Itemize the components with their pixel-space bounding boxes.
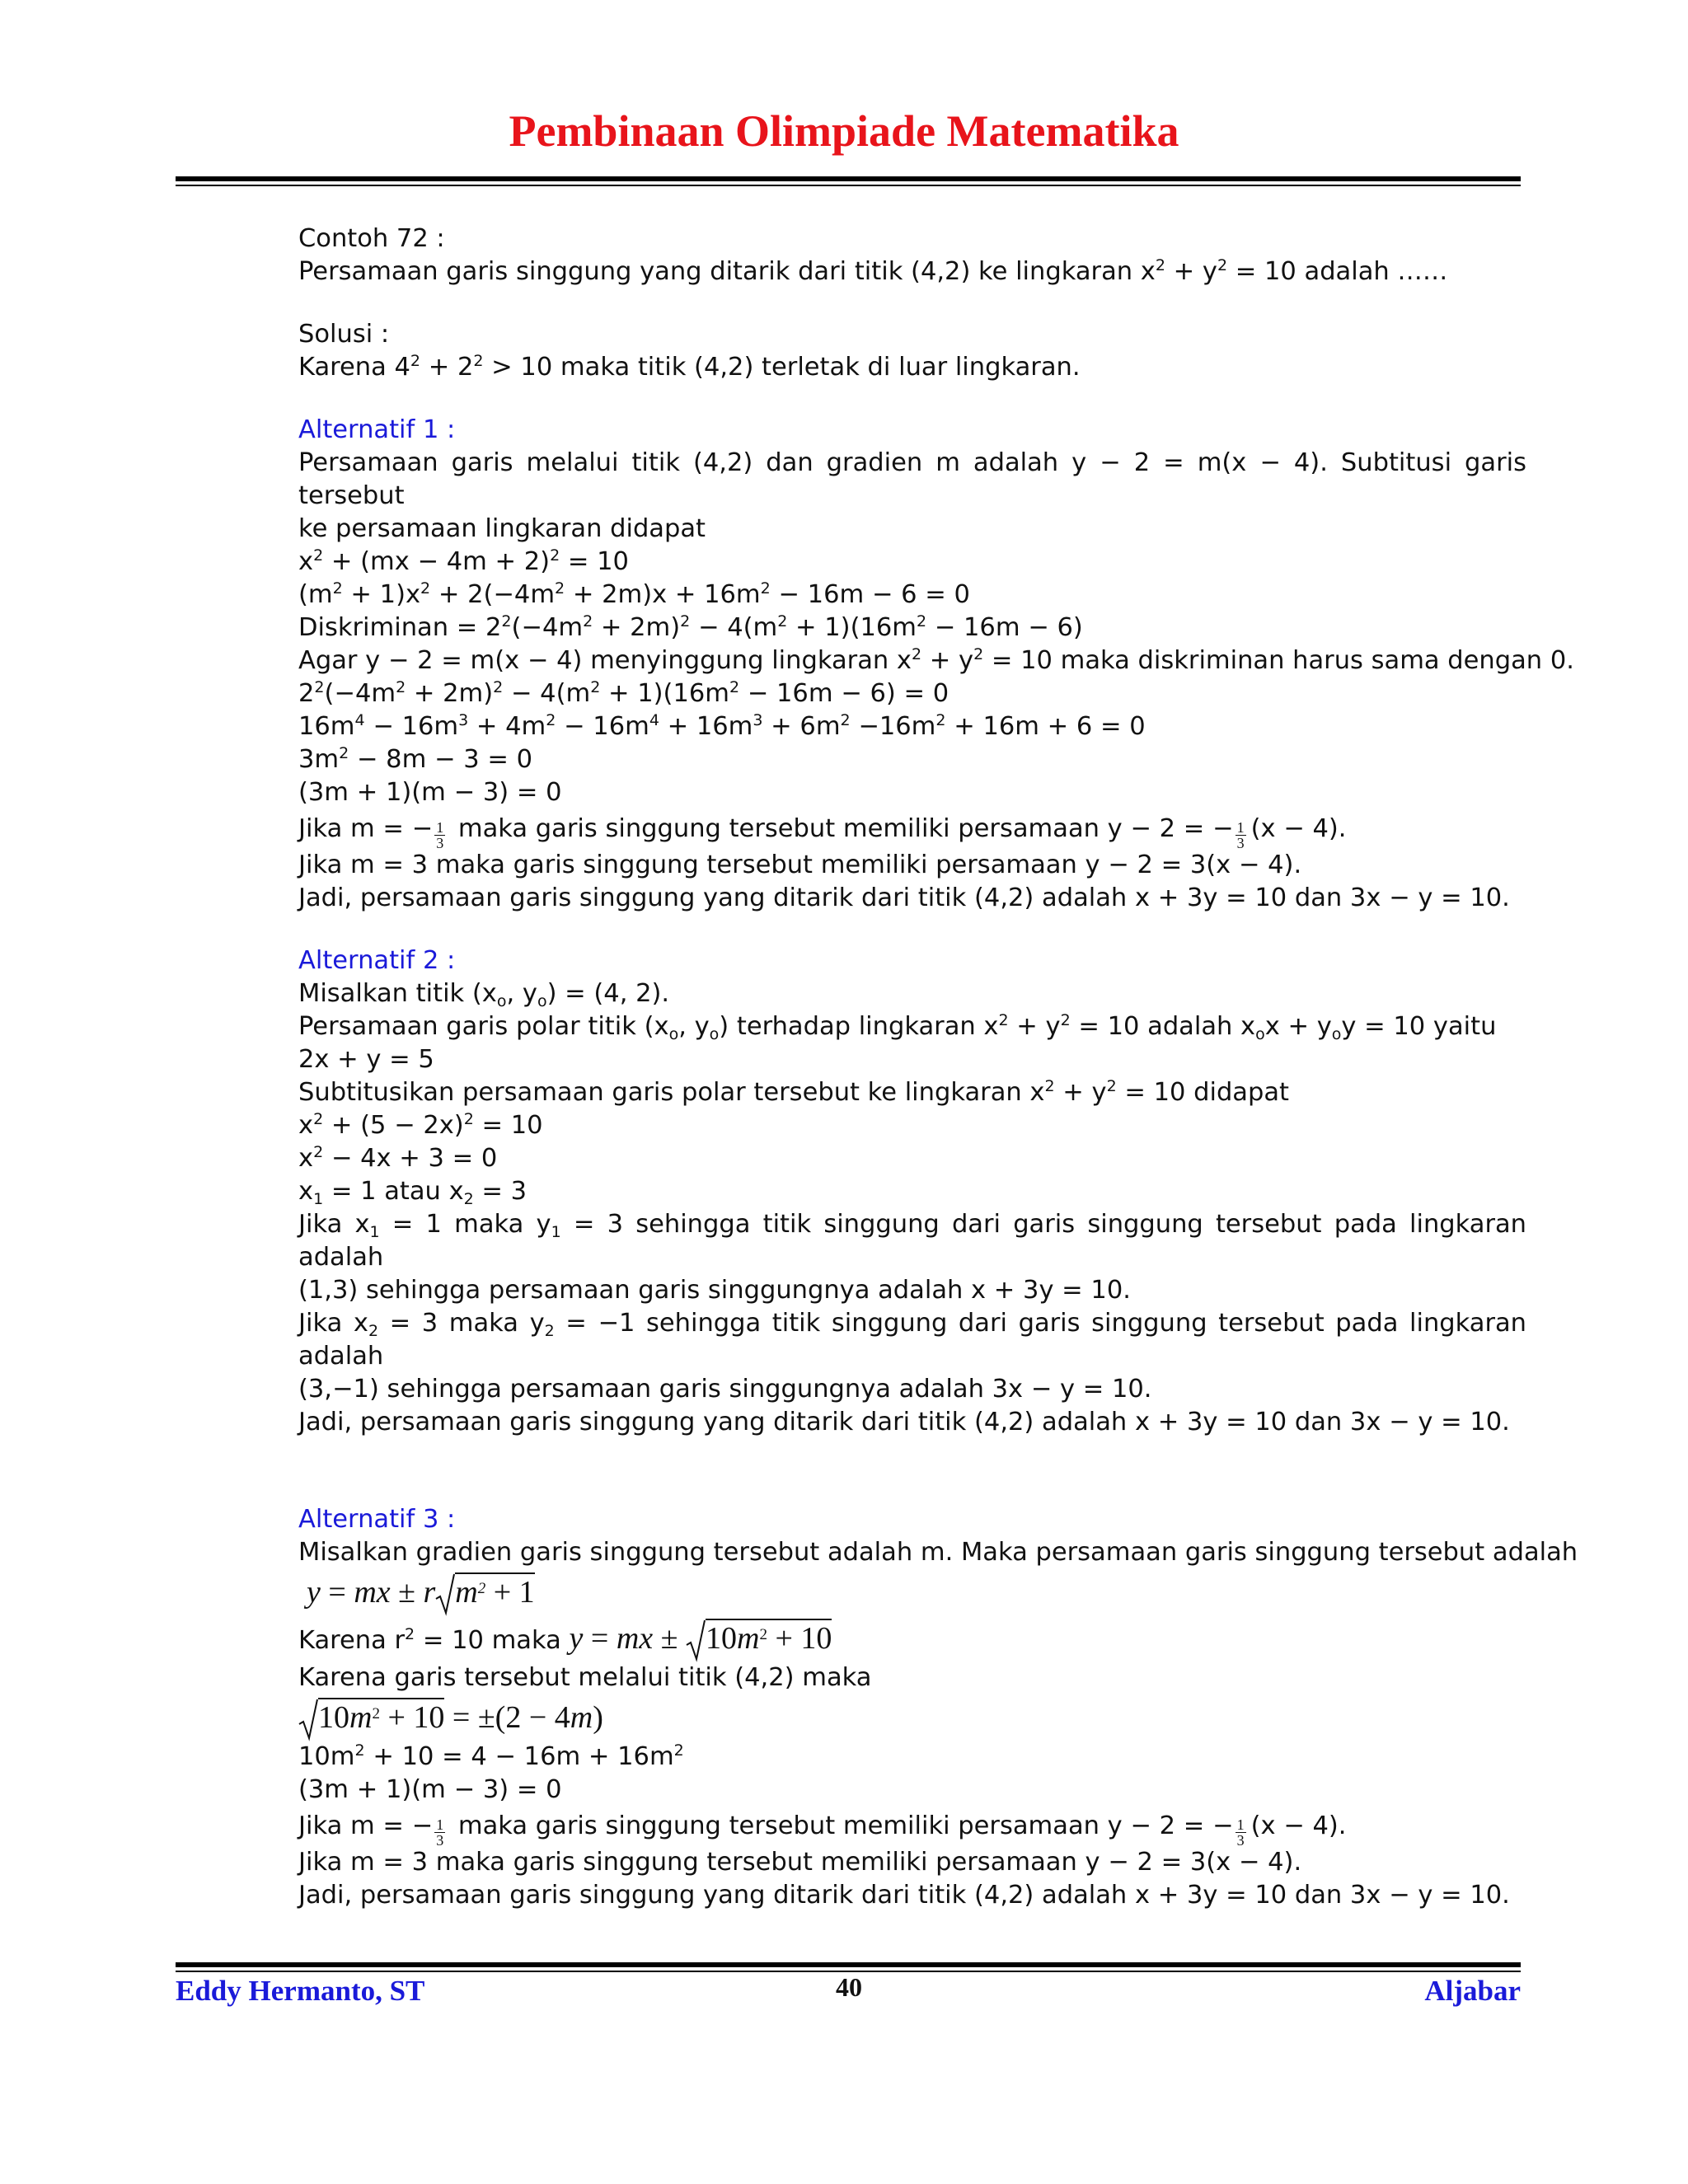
alt1-conclusion: Jadi, persamaan garis singgung yang ditarik dari titik (4,2) adalah x + 3y = 10 dan 3x − y = 10. (298, 883, 1510, 912)
footer-page-number: 40 (836, 1972, 862, 2002)
alt3-line-5: (3m + 1)(m − 3) = 0 (298, 1775, 562, 1804)
alt2-line-11: (3,−1) sehingga persamaan garis singgungnya adalah 3x − y = 10. (298, 1375, 1152, 1404)
alt2-heading: Alternatif 2 : (298, 946, 456, 975)
footer-author: Eddy Hermanto, ST (176, 1975, 425, 2007)
alt3-case-2: Jika m = 3 maka garis singgung tersebut memiliki persamaan y − 2 = 3(x − 4). (298, 1848, 1302, 1877)
fraction-one-third: $\frac{1}{3}$ (436, 819, 444, 851)
alt1-intro-1: Persamaan garis melalui titik (4,2) dan gradien m adalah y − 2 = m(x − 4). Subtitusi garis tersebut (298, 448, 1526, 510)
alt2-line-8: Jika $x_1 = 1$ maka $y_1 = 3$ sehingga titik singgung dari garis singgung tersebut pada lingkaran adalah (298, 1210, 1527, 1272)
alt3-heading: Alternatif 3 : (298, 1505, 456, 1534)
alt1-case-2: Jika m = 3 maka garis singgung tersebut memiliki persamaan y − 2 = 3(x − 4). (298, 851, 1302, 879)
fraction-one-third: $\frac{1}{3}$ (436, 1816, 444, 1849)
alt3-case-1: Jika m = − $\frac{1}{3}$ maka garis singgung tersebut memiliki persamaan y − 2 = − $\frac{1}{3}$ (x − 4). (298, 1811, 1347, 1849)
solution-heading: Solusi : (298, 320, 390, 349)
alt3-line-4: $10m^2 + 10 = 4 - 16m + 16m^2$ (298, 1741, 684, 1771)
document-body (298, 223, 1578, 1912)
alt1-eq-6: $16m^4 - 16m^3 + 4m^2 - 16m^4 + 16m^3 + 6m^2 -16m^2 + 16m + 6 = 0$ (298, 711, 1146, 741)
alt3-line-3: Karena garis tersebut melalui titik (4,2) maka (298, 1663, 872, 1692)
fraction-one-third: $\frac{1}{3}$ (1236, 819, 1245, 851)
alt2-line-9: (1,3) sehingga persamaan garis singgungnya adalah x + 3y = 10. (298, 1276, 1131, 1305)
alt2-line-10: Jika $x_2 = 3$ maka $y_2 = -1$ sehingga titik singgung dari garis singgung tersebut pada lingkaran adalah (298, 1309, 1527, 1371)
alt1-heading: Alternatif 1 : (298, 415, 456, 444)
alt2-line-3: 2x + y = 5 (298, 1045, 434, 1074)
alt1-case-1: Jika m = − $\frac{1}{3}$ maka garis singgung tersebut memiliki persamaan y − 2 = − $\frac{1}{3}$ (x − 4). (298, 814, 1347, 851)
alt2-line-7: $x_1 = 1$ atau $x_2 = 3$ (298, 1177, 528, 1208)
example-question: Persamaan garis singgung yang ditarik dari titik (4,2) ke lingkaran $x^2 + y^2 = 10$ adalah …… (298, 256, 1448, 286)
sqrt-radical-icon (686, 1619, 706, 1663)
alt2-line-6: $x^2 - 4x + 3 = 0$ (298, 1143, 498, 1173)
alt3-formula-3: $10m^2 + 10 = \pm(2 - 4m)$ (298, 1694, 1526, 1741)
alt2-line-5: $x^2 + (5 - 2x)^2 = 10$ (298, 1110, 543, 1140)
alt1-eq-4: Agar y − 2 = m(x − 4) menyinggung lingkaran $x^2 + y^2 = 10$ maka diskriminan harus sama dengan 0. (298, 645, 1574, 675)
alt1-eq-8: (3m + 1)(m − 3) = 0 (298, 778, 562, 807)
alt3-formula-1: y = mx ± r $m^2 + 1$ (298, 1569, 1526, 1615)
sqrt-radical-icon (298, 1698, 318, 1742)
page-header-title: Pembinaan Olimpiade Matematika (509, 106, 1179, 156)
alt3-line-2: Karena $r^2 = 10$ maka y = mx ± $10m^2 + 10$ (298, 1615, 1526, 1661)
example-heading: Contoh 72 : (298, 224, 445, 253)
alt1-eq-2: $(m^2 + 1)x^2 + 2(-4m^2 + 2m)x + 16m^2 - 16m - 6 = 0$ (298, 579, 970, 609)
alt1-intro-2: ke persamaan lingkaran didapat (298, 514, 706, 543)
alt2-line-2: Persamaan garis polar titik ($x_o$, $y_o$) terhadap lingkaran $x^2 + y^2 = 10$ adalah $x_ox + y_oy = 10$ yaitu (298, 1011, 1497, 1043)
header-rule-thick (176, 176, 1521, 181)
header-rule-thin (176, 185, 1521, 186)
alt1-eq-3: Diskriminan = $2^2(-4m^2 + 2m)^2 - 4(m^2 + 1)(16m^2 - 16m - 6)$ (298, 612, 1083, 642)
alt3-conclusion: Jadi, persamaan garis singgung yang ditarik dari titik (4,2) adalah x + 3y = 10 dan 3x − y = 10. (298, 1881, 1510, 1910)
sqrt-radical-icon (435, 1572, 455, 1617)
alt3-line-1: Misalkan gradien garis singgung tersebut adalah m. Maka persamaan garis singgung tersebut adalah (298, 1538, 1578, 1567)
footer-rule-thick (176, 1962, 1521, 1967)
alt1-eq-1: $x^2 + (mx - 4m + 2)^2 = 10$ (298, 546, 629, 576)
footer-chapter: Aljabar (1424, 1975, 1521, 2007)
fraction-one-third: $\frac{1}{3}$ (1236, 1816, 1245, 1849)
alt2-conclusion: Jadi, persamaan garis singgung yang ditarik dari titik (4,2) adalah x + 3y = 10 dan 3x − y = 10. (298, 1408, 1510, 1436)
alt2-line-4: Subtitusikan persamaan garis polar tersebut ke lingkaran $x^2 + y^2 = 10$ didapat (298, 1077, 1290, 1107)
solution-line: Karena $4^2 + 2^2 > 10$ maka titik (4,2) terletak di luar lingkaran. (298, 352, 1081, 382)
alt2-line-1: Misalkan titik ($x_o$, $y_o) = (4$, 2). (298, 979, 670, 1010)
alt1-eq-5: $2^2(-4m^2 + 2m)^2 - 4(m^2 + 1)(16m^2 - 16m - 6) = 0$ (298, 678, 950, 708)
alt1-eq-7: $3m^2 - 8m - 3 = 0$ (298, 744, 532, 774)
